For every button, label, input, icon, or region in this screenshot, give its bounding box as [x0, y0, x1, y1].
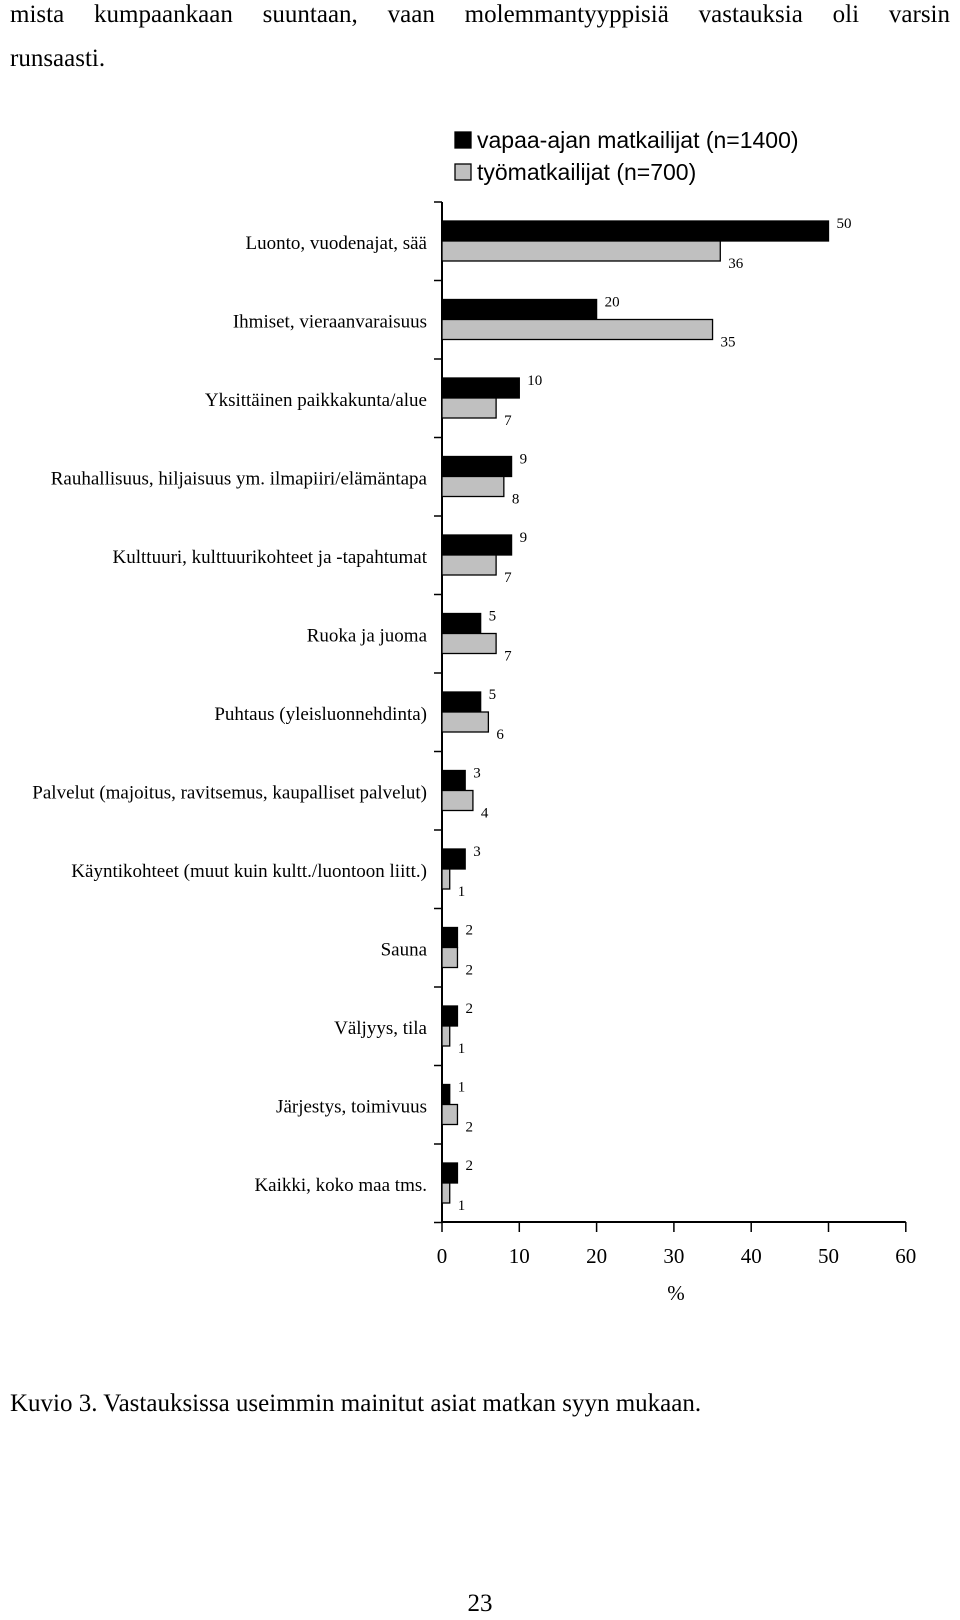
legend-label: vapaa-ajan matkailijat (n=1400) [477, 127, 799, 153]
category-label: Rauhallisuus, hiljaisuus ym. ilmapiiri/elämäntapa [50, 468, 427, 490]
value-label: 2 [465, 1158, 473, 1174]
value-label: 2 [465, 1119, 473, 1136]
x-axis-title: % [667, 1281, 685, 1305]
value-label: 1 [457, 884, 466, 900]
category-label: Kaikki, koko maa tms. [254, 1175, 427, 1196]
bar-leisure [442, 457, 512, 477]
x-tick-label: 10 [508, 1244, 530, 1268]
legend-swatch [455, 132, 471, 148]
bar-business [442, 320, 713, 340]
value-label: 2 [465, 922, 473, 939]
x-tick-label: 40 [740, 1244, 762, 1268]
page-number: 23 [467, 1590, 493, 1617]
value-label: 1 [457, 1041, 466, 1057]
bar-business [442, 712, 488, 732]
category-label: Käyntikohteet (muut kuin kultt./luontoon liitt.) [71, 861, 427, 882]
value-label: 36 [728, 256, 744, 272]
legend-swatch [455, 164, 471, 180]
chart-axes [434, 202, 916, 1305]
bar-business [442, 791, 473, 811]
bar-business [442, 1026, 450, 1046]
category-label: Yksittäinen paikkakunta/alue [204, 390, 427, 411]
value-label: 35 [720, 334, 736, 351]
intro-paragraph-line-2: runsaasti. [10, 45, 106, 72]
value-label: 50 [836, 216, 852, 232]
category-labels [32, 233, 427, 1196]
bar-business [442, 869, 450, 889]
category-label: Puhtaus (yleisluonnehdinta) [214, 704, 427, 725]
bar-leisure [442, 849, 465, 869]
value-label: 4 [480, 805, 489, 822]
bar-business [442, 1105, 457, 1125]
x-tick-label: 50 [818, 1244, 839, 1268]
intro-paragraph-line-1: mista kumpaankaan suuntaan, vaan molemmantyyppisiä vastauksia oli varsin [10, 1, 950, 28]
bar-leisure [442, 535, 512, 555]
bar-leisure [442, 1085, 450, 1105]
bar-leisure [442, 928, 457, 948]
value-label: 20 [604, 294, 620, 311]
bar-leisure [442, 692, 481, 712]
bar-leisure [442, 221, 829, 241]
value-label: 10 [527, 373, 543, 389]
legend-label: työmatkailijat (n=700) [477, 159, 697, 185]
value-label: 7 [504, 413, 512, 429]
bar-business [442, 398, 496, 418]
bar-leisure [442, 614, 481, 634]
value-label: 2 [465, 962, 473, 979]
value-label: 1 [457, 1079, 466, 1096]
category-label: Luonto, vuodenajat, sää [245, 233, 427, 254]
value-label: 7 [504, 570, 512, 586]
x-tick-label: 20 [586, 1244, 608, 1268]
value-label: 1 [457, 1198, 466, 1214]
bar-business [442, 1183, 450, 1203]
value-label: 5 [488, 608, 497, 625]
category-label: Kulttuuri, kulttuurikohteet ja -tapahtumat [112, 547, 427, 568]
value-label: 9 [519, 530, 528, 546]
category-label: Järjestys, toimivuus [276, 1096, 427, 1118]
bar-business [442, 634, 496, 654]
value-label: 2 [465, 1001, 473, 1017]
category-label: Palvelut (majoitus, ravitsemus, kaupalliset palvelut) [32, 782, 427, 804]
value-label: 9 [519, 451, 528, 468]
category-label: Ihmiset, vieraanvaraisuus [232, 311, 427, 333]
value-label: 7 [504, 648, 512, 665]
bar-leisure [442, 378, 519, 398]
figure-caption: Kuvio 3. Vastauksissa useimmin mainitut asiat matkan syyn mukaan. [10, 1390, 702, 1417]
chart-bars [442, 221, 829, 1203]
x-tick-label: 30 [663, 1244, 685, 1268]
value-label: 5 [488, 687, 497, 703]
bar-leisure [442, 1163, 457, 1183]
bar-leisure [442, 771, 465, 791]
bar-business [442, 555, 496, 575]
bar-business [442, 241, 720, 261]
category-label: Ruoka ja juoma [306, 625, 427, 647]
bar-leisure [442, 300, 597, 320]
category-label: Sauna [380, 939, 427, 961]
x-tick-label: 60 [895, 1244, 917, 1268]
value-label: 6 [496, 727, 504, 743]
bar-business [442, 477, 504, 497]
category-label: Väljyys, tila [334, 1018, 427, 1039]
value-labels [458, 216, 852, 1214]
bar-leisure [442, 1006, 457, 1026]
chart-legend [455, 127, 799, 185]
value-label: 8 [511, 491, 520, 508]
value-label: 3 [473, 765, 481, 782]
bar-business [442, 948, 457, 968]
value-label: 3 [473, 844, 481, 860]
x-tick-label: 0 [436, 1244, 448, 1268]
